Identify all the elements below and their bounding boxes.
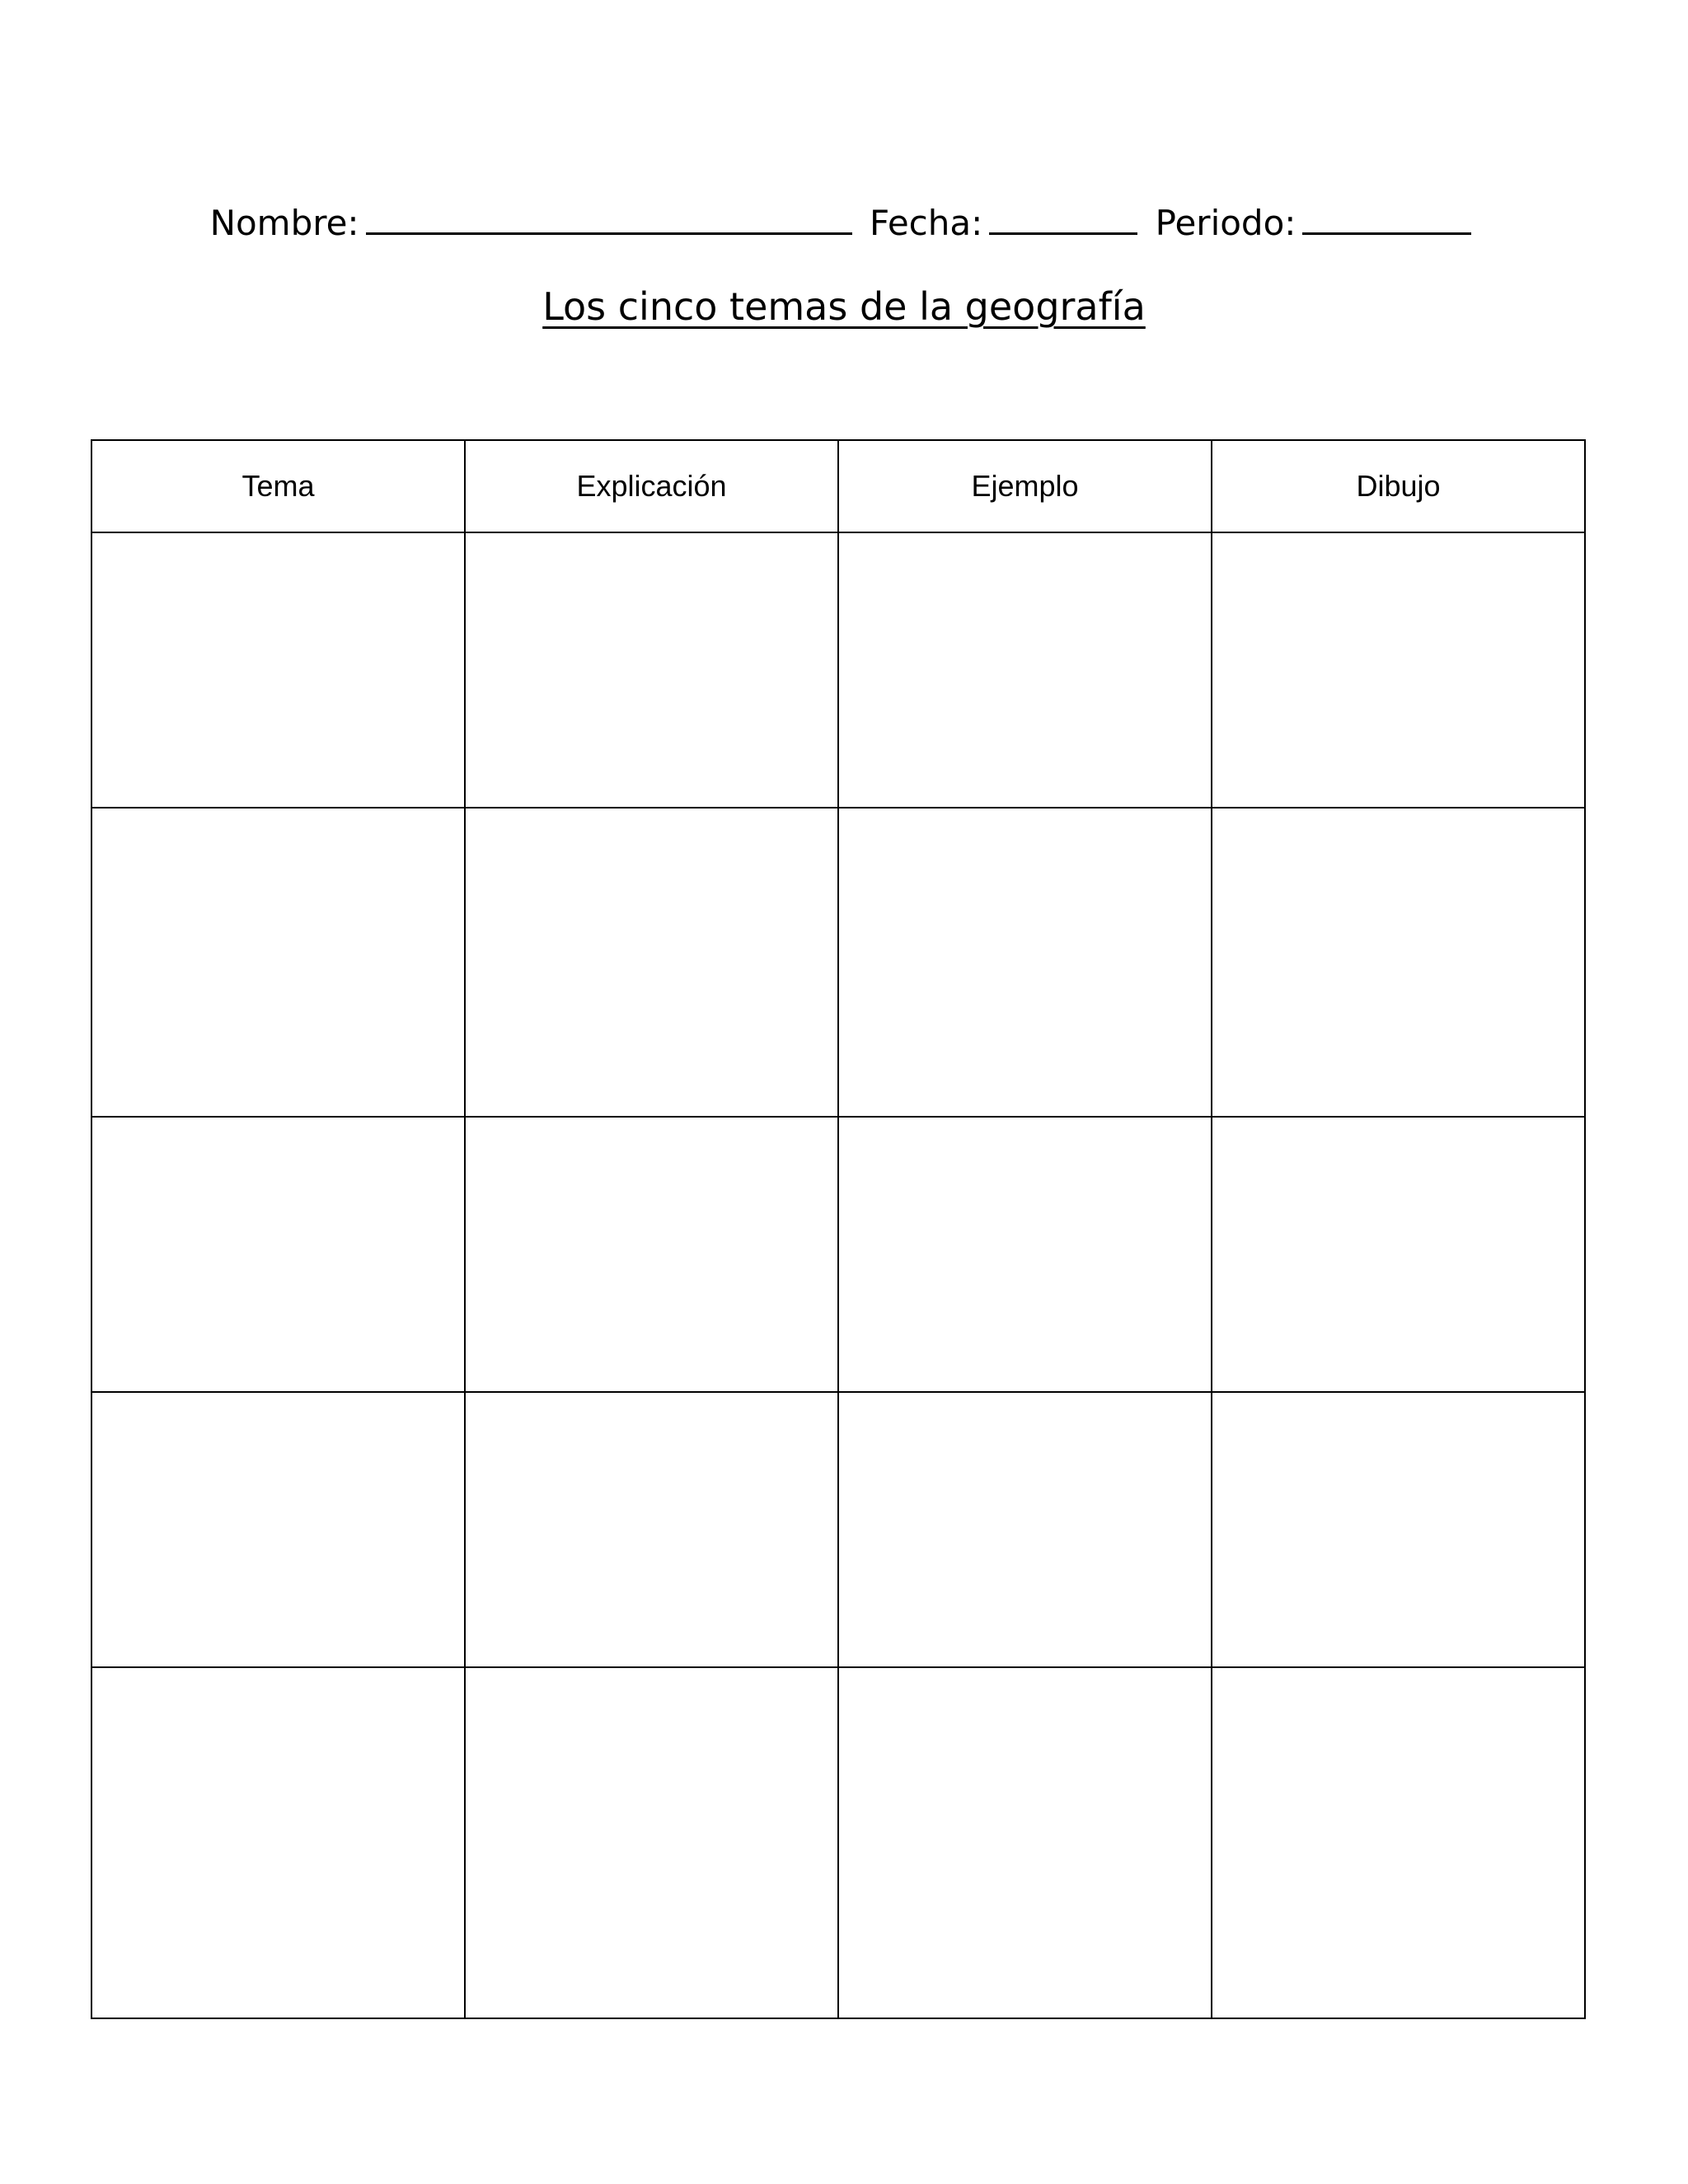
nombre-blank-field[interactable] bbox=[366, 196, 852, 235]
table-header-row bbox=[91, 440, 1585, 532]
table-row bbox=[91, 1392, 1585, 1667]
periodo-label: Periodo: bbox=[1155, 203, 1296, 243]
table-cell-tema[interactable] bbox=[91, 1667, 465, 2018]
table-cell-explicacion[interactable] bbox=[465, 1667, 838, 2018]
table-cell-dibujo[interactable] bbox=[1212, 532, 1585, 808]
table-row bbox=[91, 1117, 1585, 1392]
table-cell-ejemplo[interactable] bbox=[838, 1117, 1212, 1392]
table-cell-dibujo[interactable] bbox=[1212, 808, 1585, 1117]
table-row bbox=[91, 532, 1585, 808]
table-cell-explicacion[interactable] bbox=[465, 532, 838, 808]
table-cell-tema[interactable] bbox=[91, 808, 465, 1117]
fecha-label: Fecha: bbox=[869, 203, 983, 243]
column-header-explicacion: Explicación bbox=[465, 440, 838, 532]
periodo-blank-field[interactable] bbox=[1302, 196, 1471, 235]
table-cell-explicacion[interactable] bbox=[465, 808, 838, 1117]
table-cell-explicacion[interactable] bbox=[465, 1392, 838, 1667]
table-cell-ejemplo[interactable] bbox=[838, 532, 1212, 808]
table-cell-ejemplo[interactable] bbox=[838, 808, 1212, 1117]
column-header-dibujo: Dibujo bbox=[1212, 440, 1585, 532]
table-cell-ejemplo[interactable] bbox=[838, 1392, 1212, 1667]
column-header-ejemplo: Ejemplo bbox=[838, 440, 1212, 532]
table-cell-tema[interactable] bbox=[91, 532, 465, 808]
table-cell-dibujo[interactable] bbox=[1212, 1117, 1585, 1392]
student-info-line bbox=[0, 196, 1688, 248]
table-row bbox=[91, 808, 1585, 1117]
table-cell-tema[interactable] bbox=[91, 1117, 465, 1392]
table-row bbox=[91, 1667, 1585, 2018]
nombre-label: Nombre: bbox=[209, 203, 359, 243]
table-cell-ejemplo[interactable] bbox=[838, 1667, 1212, 2018]
worksheet-title: Los cinco temas de la geografía bbox=[542, 284, 1146, 329]
table-cell-dibujo[interactable] bbox=[1212, 1667, 1585, 2018]
geography-themes-table bbox=[91, 439, 1586, 2019]
table-cell-explicacion[interactable] bbox=[465, 1117, 838, 1392]
table-cell-tema[interactable] bbox=[91, 1392, 465, 1667]
table-cell-dibujo[interactable] bbox=[1212, 1392, 1585, 1667]
column-header-tema: Tema bbox=[91, 440, 465, 532]
fecha-blank-field[interactable] bbox=[989, 196, 1137, 235]
